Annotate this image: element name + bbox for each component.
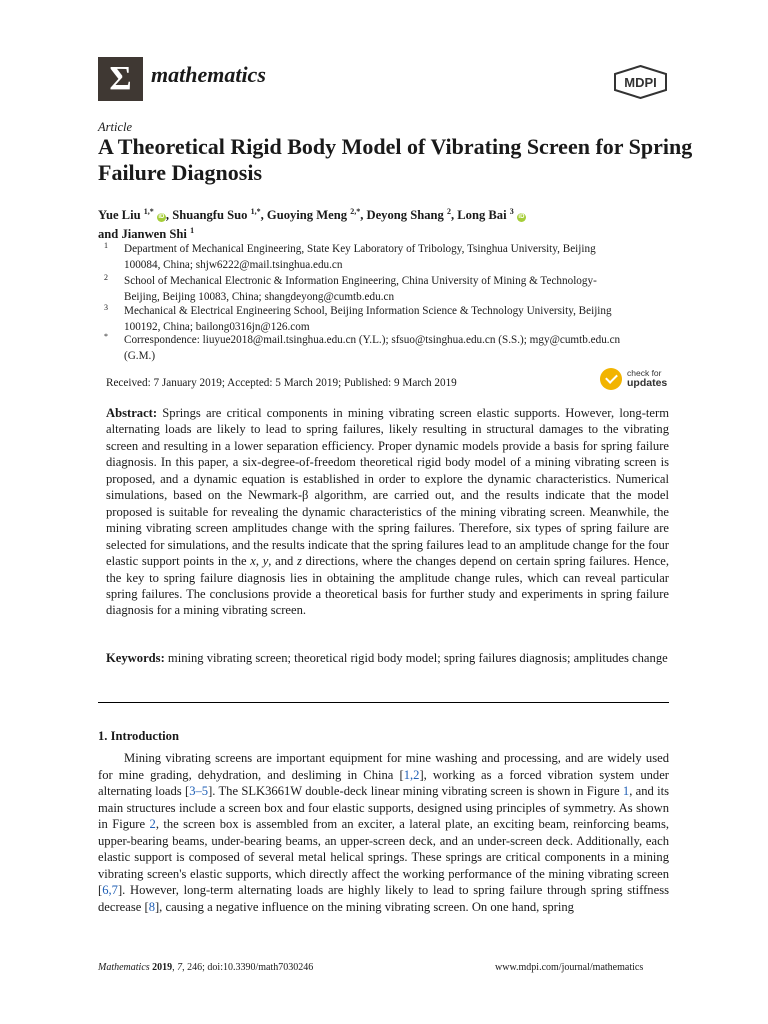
updates-label: updates [627,377,668,389]
mdpi-logo [613,65,668,99]
affiliation-item [104,303,624,335]
section-title: 1. Introduction [98,729,179,743]
affiliation-number: 3 [104,303,108,312]
paper-title: A Theoretical Rigid Body Model of Vibrating Screen for Spring Failure Diagnosis [98,134,693,185]
author-name[interactable]: Guoying Meng $^{2,*}$ [266,207,361,223]
author-affiliation-marker: 2 [446,207,451,216]
footer-url[interactable]: www.mdpi.com/journal/mathematics [495,962,644,973]
affiliation-number: 1 [104,241,108,250]
keywords-text: mining vibrating screen; theoretical rigid body model; spring failures diagnosis; amplitudes change [167,651,668,665]
intro-text: ], causing a negative influence on the mining vibrating screen. On one hand, spring [154,899,574,914]
affiliation-item [104,332,624,364]
intro-text: Mining vibrating screens are important equipment for mine washing and processing, and are widely used for mine grading, dehydration, and desliming in China [ [98,751,669,782]
affiliation-text: Correspondence: liuyue2018@mail.tsinghua.edu.cn (Y.L.); sfsuo@tsinghua.edu.cn (S.S.); mgy@cumtb.edu.cn (G.M.) [124,334,621,362]
check-for-updates-badge[interactable] [600,367,680,393]
author-affiliation-marker: 1 [190,226,195,236]
citation-link[interactable]: 1,2 [403,767,420,782]
footer-citation: Mathematics 2019, 7, 246; doi:10.3390/math7030246 [98,962,314,973]
svg-text:MDPI: MDPI [624,75,657,90]
abstract-text: Springs are critical components in mining vibrating screen elastic supports. However, long-term alternating loads are likely to lead to spring failures, likely resulting in structural damages to the vibrating screen and resulting in a lower separation efficiency. Proper dynamic models provide a basis for spring failure diagnosis. In this paper, a six-degree-of-freedom theoretical rigid body model of a mining vibrating screen is proposed, and a dynamic equation is established in order to explore the dynamic characteristics. Numerical simulations, based on the Newmark-β algorithm, are carried out, and the results indicate that the model proposed is suitable for revealing the dynamic characteristics of the mining vibrating screen. Meanwhile, the mining vibrating screen amplitudes change with the spring failures. Therefore, six types of spring failure are selected for simulations, and the results indicate that the spring failures lead to an amplitude change for the four elastic support points in the x, y, and z directions, where the changes depend on certain spring failures. Hence, the key to spring failure diagnosis lies in obtaining the amplitude change rules, which can reveal particular spring failures. The conclusions provide a theoretical basis for further study and experiments in spring failure diagnosis for a mining vibrating screen. [106,406,669,618]
citation-link[interactable]: 3–5 [189,784,209,798]
affiliation-text: School of Mechanical Electronic & Information Engineering, China University of Mining & Technology-Beijing, Beijing 10083, China; shangdeyong@cumtb.edu.cn [124,275,597,303]
author-affiliation-marker: 2,* [350,207,361,216]
abstract [106,405,669,619]
intro-text: , and its main structures include a screen box and four elastic supports, designed using principles of symmetry. As shown in Figure [98,784,669,831]
footer-doi: , 246; doi:10.3390/math7030246 [182,962,314,973]
figure-link[interactable]: 1 [622,784,630,798]
author-name[interactable]: Long Bai $^3$ [457,207,514,223]
author-name[interactable]: Deyong Shang $^2$ [366,207,451,223]
footer-journal: Mathematics [98,962,150,973]
affiliation-item [104,241,624,273]
check-label: check for [627,368,662,378]
author-name[interactable]: Jianwen Shi $^1$ [121,226,195,242]
affiliation-number: * [104,332,108,341]
orcid-icon[interactable]: iD [518,214,525,221]
intro-text: ]. However, long-term alternating loads are highly likely to lead to spring failure through spring stiffness decrease [ [98,883,669,914]
intro-text: , the screen box is assembled from an exciter, a lateral plate, an exciting beam, reinforcing beams, upper-bearing beams, under-bearing beams, an upper-screen deck, and an under-screen deck. Additionally, each elastic support is composed of several metal helical springs. These springs are critical components in a mining vibrating screen's elastic supports, which directly affect the working performance of the mining vibrating screen [ [98,817,669,897]
affiliation-item [104,273,624,305]
author-and: and [98,227,122,242]
affiliation-text: Mechanical & Electrical Engineering School, Beijing Information Science & Technology University, Beijing 100192, China; bailong0316jn@126.com [124,305,612,333]
keywords-label: Keywords: [106,651,165,665]
intro-text: ], working as a forced vibration system under alternating loads [ [98,767,669,798]
section-divider [98,702,669,703]
abstract-label: Abstract: [106,406,158,420]
affiliation-number: 2 [104,273,108,282]
citation-link[interactable]: 6,7 [102,883,118,897]
footer-volume: 7 [177,962,183,973]
author-affiliation-marker: 3 [509,207,514,216]
check-icon [600,368,622,390]
affiliation-text: Department of Mechanical Engineering, State Key Laboratory of Tribology, Tsinghua University, Beijing 100084, China; shjw6222@mail.tsinghua.edu.cn [124,243,596,271]
author-affiliation-marker: 1,* [143,207,154,216]
intro-text: ]. The SLK3661W double-deck linear mining vibrating screen is shown in Figure [208,784,623,798]
footer-year: 2019 [152,962,173,973]
author-name[interactable]: Yue Liu $^{1,*}$ [98,207,154,223]
author-affiliation-marker: 1,* [250,207,261,216]
figure-link[interactable]: 2 [149,817,156,831]
orcid-icon[interactable]: iD [158,214,165,221]
keywords [106,650,669,666]
author-list: Yue Liu $^{1,*}$ iD , Shuangfu Suo $^{1,*}$, Guoying Meng $^{2,*}$, Deyong Shang $^2$, Long Bai $^3$ iD and Jianwen Shi $^1$ [98,207,525,242]
journal-name: mathematics [151,62,266,87]
publication-dates: Received: 7 January 2019; Accepted: 5 March 2019; Published: 9 March 2019 [106,377,457,389]
citation-link[interactable]: 8 [148,899,155,914]
article-type: Article [98,120,133,134]
author-name[interactable]: Shuangfu Suo $^{1,*}$ [172,207,261,223]
introduction-paragraph [98,750,669,915]
journal-logo: Σ [98,57,143,101]
